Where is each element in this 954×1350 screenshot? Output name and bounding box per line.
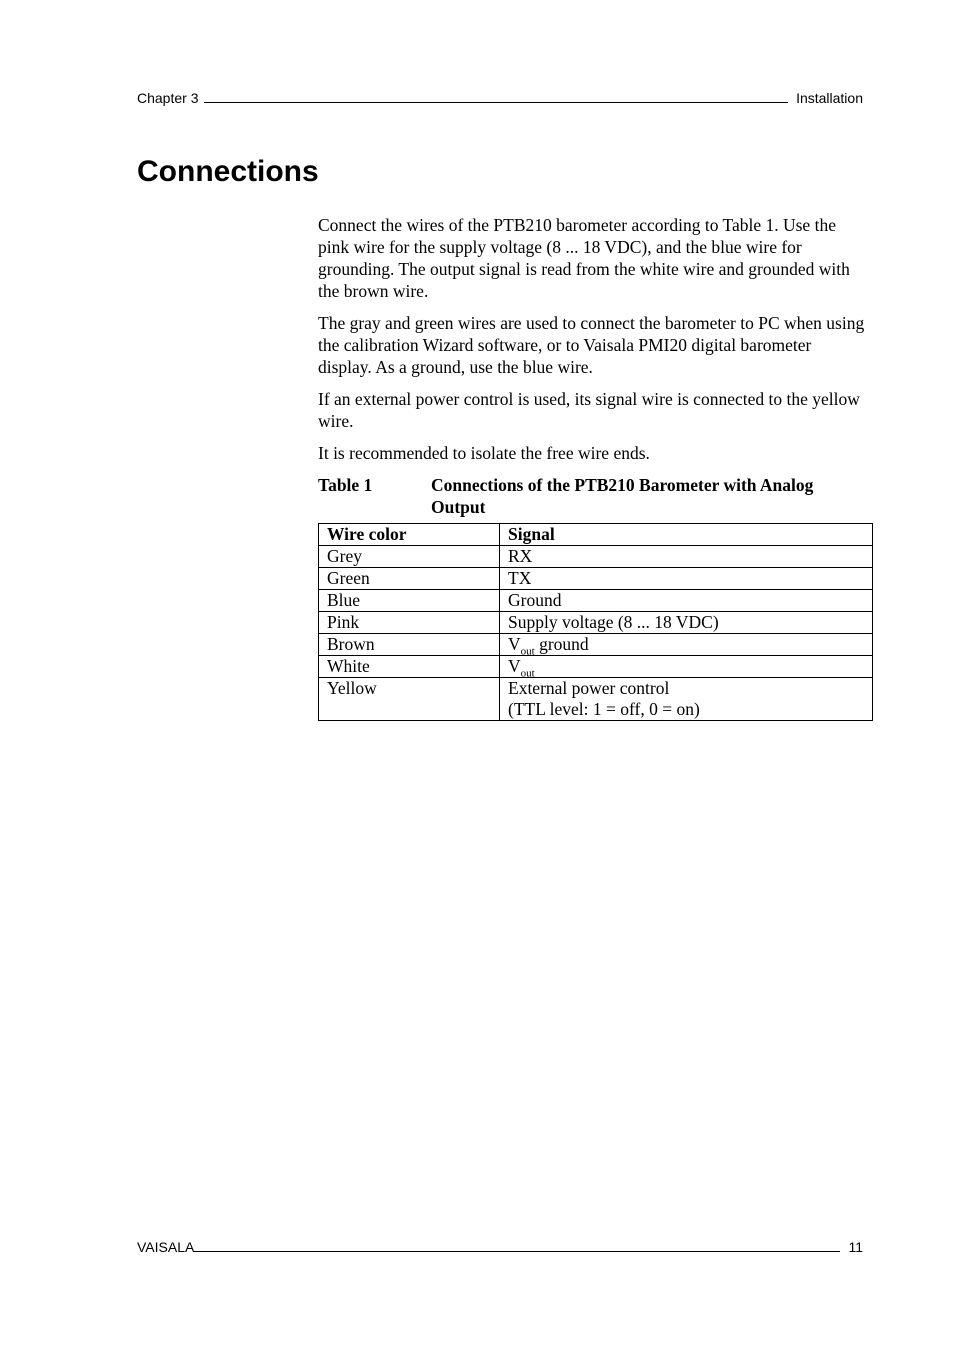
signal-cell	[500, 678, 873, 721]
table-row	[319, 612, 873, 634]
paragraph-power-control: If an external power control is used, its signal wire is connected to the yellow wire.	[318, 389, 860, 431]
table-row	[319, 634, 873, 656]
table-header-row	[319, 524, 873, 546]
signal-subscript: out	[520, 645, 535, 658]
header-rule	[204, 102, 788, 103]
signal-suffix: ground	[534, 634, 589, 654]
paragraph-pc-connection: The gray and green wires are used to connect the barometer to PC when using the calibration Wizard software, or to Vaisala PMI20 digital barometer display. As a ground, use the blue wire.	[318, 313, 865, 377]
signal-cell: RX	[500, 546, 873, 568]
signal-subscript: out	[520, 667, 535, 680]
header-section: Installation	[796, 90, 863, 106]
footer-company: VAISALA	[137, 1239, 195, 1255]
table-row	[319, 590, 873, 612]
wire-cell: Pink	[319, 612, 500, 634]
header-signal: Signal	[500, 524, 873, 546]
wire-cell: Grey	[319, 546, 500, 568]
footer-rule	[194, 1251, 840, 1252]
wire-cell: Green	[319, 568, 500, 590]
header-wire-color: Wire color	[319, 524, 500, 546]
table-row	[319, 656, 873, 678]
wire-cell: Brown	[319, 634, 500, 656]
paragraph-isolation: It is recommended to isolate the free wire ends.	[318, 443, 650, 463]
signal-cell: TX	[500, 568, 873, 590]
signal-cell: Supply voltage (8 ... 18 VDC)	[500, 612, 873, 634]
wire-cell: White	[319, 656, 500, 678]
wire-cell: Yellow	[319, 678, 500, 721]
section-title: Connections	[137, 155, 319, 188]
paragraph-wiring: Connect the wires of the PTB210 barometer according to Table 1. Use the pink wire for the supply voltage (8 ... 18 VDC), and the blue wire for grounding. The output signal is read from the white wire and grounded with the brown wire.	[318, 215, 850, 301]
footer-page-number: 11	[848, 1239, 863, 1255]
signal-symbol: V	[508, 656, 521, 676]
header-chapter: Chapter 3	[137, 90, 199, 106]
signal-cell: Ground	[500, 590, 873, 612]
table-row	[319, 568, 873, 590]
table-caption-number: Table 1	[318, 475, 373, 495]
running-footer	[137, 1239, 863, 1255]
running-header	[137, 90, 863, 106]
signal-line-1: External power control	[508, 678, 670, 698]
signal-cell	[500, 634, 873, 656]
connections-table	[318, 523, 873, 721]
signal-cell	[500, 656, 873, 678]
table-row	[319, 546, 873, 568]
signal-line-2: (TTL level: 1 = off, 0 = on)	[508, 699, 700, 719]
wire-cell: Blue	[319, 590, 500, 612]
signal-symbol: V	[508, 634, 521, 654]
body-column	[318, 214, 868, 721]
table-caption	[318, 474, 868, 518]
table-row	[319, 678, 873, 721]
table-caption-title: Connections of the PTB210 Barometer with Analog Output	[431, 475, 814, 517]
